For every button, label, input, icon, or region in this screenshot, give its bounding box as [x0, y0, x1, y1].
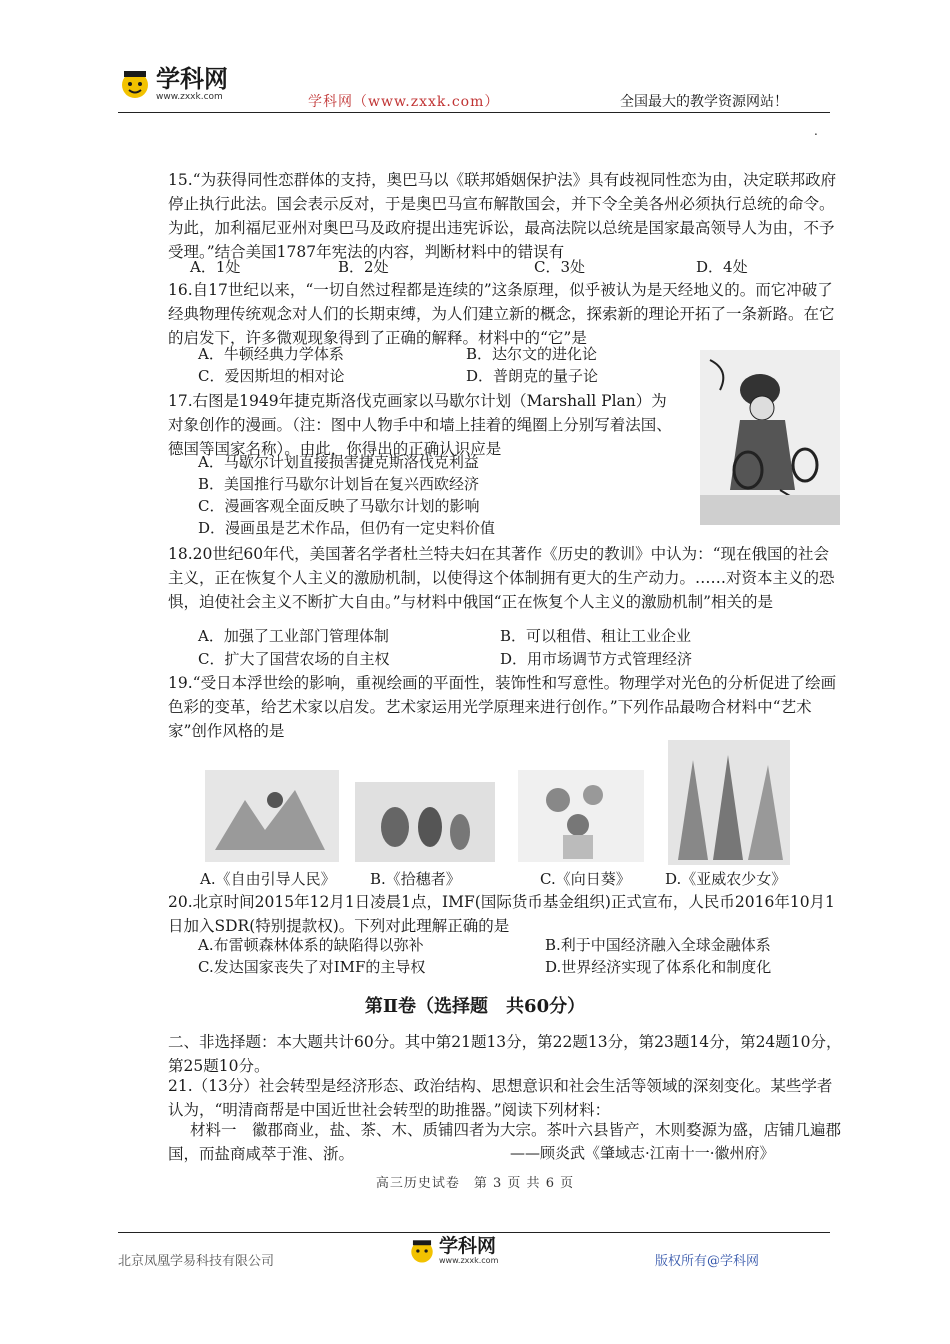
footer-logo-mascot-icon — [408, 1237, 436, 1265]
q15-option-b[interactable]: B．2处 — [338, 258, 389, 276]
q19-option-b[interactable]: B.《拾穗者》 — [370, 870, 461, 888]
question-21-text: 21.（13分）社会转型是经济形态、政治结构、思想意识和社会生活等领域的深刻变化。某些学者认为，“明清商帮是中国近世社会转型的助推器。”阅读下列材料： — [168, 1077, 833, 1119]
footer-logo[interactable] — [408, 1236, 498, 1265]
painting-liberty-leading — [205, 770, 339, 862]
question-15-text: 15.“为获得同性恋群体的支持，奥巴马以《联邦婚姻保护法》具有歧视同性恋为由，决定联邦政府停止执行此法。国会表示反对，于是奥巴马宣布解散国会，并下令全美各州必须执行总统的命令。为此，加利福尼亚州对奥巴马及政府提出违宪诉讼，最高法院以总统是国家最高领导人为由，不予受理。”结合美国1787年宪法的内容，判断材料中的错误有 — [168, 171, 837, 261]
question-16-text: 16.自17世纪以来，“一切自然过程都是连续的”这条原理，似乎被认为是天经地义的。而它冲破了经典物理传统观念对人们的长期束缚，为人们建立新的概念，探索新的理论开拓了一条新路。在它的启发下，许多微观现象得到了正确的解释。材料中的“它”是 — [168, 281, 835, 347]
logo-url: www.zxxk.com — [156, 92, 223, 102]
q19-option-d[interactable]: D.《亚威农少女》 — [665, 870, 787, 888]
q17-option-a[interactable]: A．马歇尔计划直接损害捷克斯洛伐克利益 — [198, 453, 479, 471]
q16-option-d[interactable]: D．普朗克的量子论 — [466, 367, 599, 385]
q15-option-a[interactable]: A．1处 — [190, 258, 241, 276]
q18-option-c[interactable]: C．扩大了国营农场的自主权 — [198, 650, 390, 668]
section-2-title: 第Ⅱ卷（选择题 共60分） — [364, 996, 586, 1017]
logo-text: 学科网 — [156, 65, 228, 93]
q20-option-b[interactable]: B.利于中国经济融入全球金融体系 — [545, 936, 771, 954]
header-site-link[interactable]: 学科网（www.zxxk.com） — [308, 94, 500, 110]
q16-option-c[interactable]: C．爱因斯坦的相对论 — [198, 367, 345, 385]
question-20-text: 20.北京时间2015年12月1日凌晨1点，IMF(国际货币基金组织)正式宣布，人民币2016年10月1日加入SDR(特别提款权)。下列对此理解正确的是 — [168, 893, 835, 935]
q19-option-c[interactable]: C.《向日葵》 — [540, 870, 631, 888]
painting-demoiselles — [668, 740, 790, 865]
header-dot: . — [814, 124, 818, 138]
header-logo[interactable] — [118, 66, 228, 102]
footer-company: 北京凤凰学易科技有限公司 — [118, 1254, 275, 1269]
q17-option-d[interactable]: D．漫画虽是艺术作品，但仍有一定史料价值 — [198, 519, 496, 537]
marshall-plan-cartoon — [700, 350, 840, 525]
q18-option-b[interactable]: B．可以租借、租让工业企业 — [500, 627, 692, 645]
q20-option-d[interactable]: D.世界经济实现了体系化和制度化 — [545, 958, 772, 976]
q20-option-a[interactable]: A.布雷顿森林体系的缺陷得以弥补 — [198, 936, 424, 954]
q18-option-a[interactable]: A．加强了工业部门管理体制 — [198, 627, 389, 645]
q17-option-c[interactable]: C．漫画客观全面反映了马歇尔计划的影响 — [198, 497, 480, 515]
q15-option-d[interactable]: D．4处 — [696, 258, 748, 276]
footer-copyright[interactable]: 版权所有@学科网 — [655, 1254, 760, 1269]
q16-option-b[interactable]: B．达尔文的进化论 — [466, 345, 598, 363]
q16-option-a[interactable]: A．牛顿经典力学体系 — [198, 345, 344, 363]
painting-sunflowers — [518, 770, 644, 862]
material-1-source: ——顾炎武《肇域志·江南十一·徽州府》 — [510, 1144, 775, 1162]
q17-option-b[interactable]: B．美国推行马歇尔计划旨在复兴西欧经济 — [198, 475, 480, 493]
header-divider — [118, 112, 830, 113]
footer-logo-url: www.zxxk.com — [439, 1256, 499, 1265]
question-17-text: 17.右图是1949年捷克斯洛伐克画家以马歇尔计划（Marshall Plan）为对象创作的漫画。（注：图中人物手中和墙上挂着的绳圈上分别写着法国、德国等国家名称）。由此，你得出的正确认识应是 — [168, 392, 672, 458]
q15-option-c[interactable]: C．3处 — [534, 258, 586, 276]
footer-logo-text: 学科网 — [439, 1235, 497, 1257]
logo-mascot-icon — [118, 67, 152, 101]
q19-option-a[interactable]: A.《自由引导人民》 — [200, 870, 336, 888]
page-number: 高三历史试卷 第 3 页 共 6 页 — [375, 1176, 575, 1191]
question-19-text: 19.“受日本浮世绘的影响，重视绘画的平面性，装饰性和写意性。物理学对光色的分析促进了绘画色彩的变革，给艺术家以启发。艺术家运用光学原理来进行创作。”下列作品最吻合材料中“艺术家”创作风格的是 — [168, 674, 837, 740]
q18-option-d[interactable]: D．用市场调节方式管理经济 — [500, 650, 693, 668]
section-2-intro: 二、非选择题：本大题共计60分。其中第21题13分，第22题13分，第23题14分，第24题10分，第25题10分。 — [168, 1033, 842, 1075]
material-1-text: 材料一 徽郡商业，盐、茶、木、质铺四者为大宗。茶叶六县皆产，木则婺源为盛，店铺几遍郡国，而盐商咸萃于淮、浙。 — [168, 1121, 842, 1163]
painting-gleaners — [355, 782, 495, 862]
q20-option-c[interactable]: C.发达国家丧失了对IMF的主导权 — [198, 958, 426, 976]
footer-divider — [118, 1232, 830, 1233]
header-slogan: 全国最大的教学资源网站！ — [620, 94, 788, 110]
question-18-text: 18.20世纪60年代，美国著名学者杜兰特夫妇在其著作《历史的教训》中认为：“现在俄国的社会主义，正在恢复个人主义的激励机制，以使得这个体制拥有更大的生产动力。……对资本主义的恐惧，迫使社会主义不断扩大自由。”与材料中俄国“正在恢复个人主义的激励机制”相关的是 — [168, 545, 835, 611]
